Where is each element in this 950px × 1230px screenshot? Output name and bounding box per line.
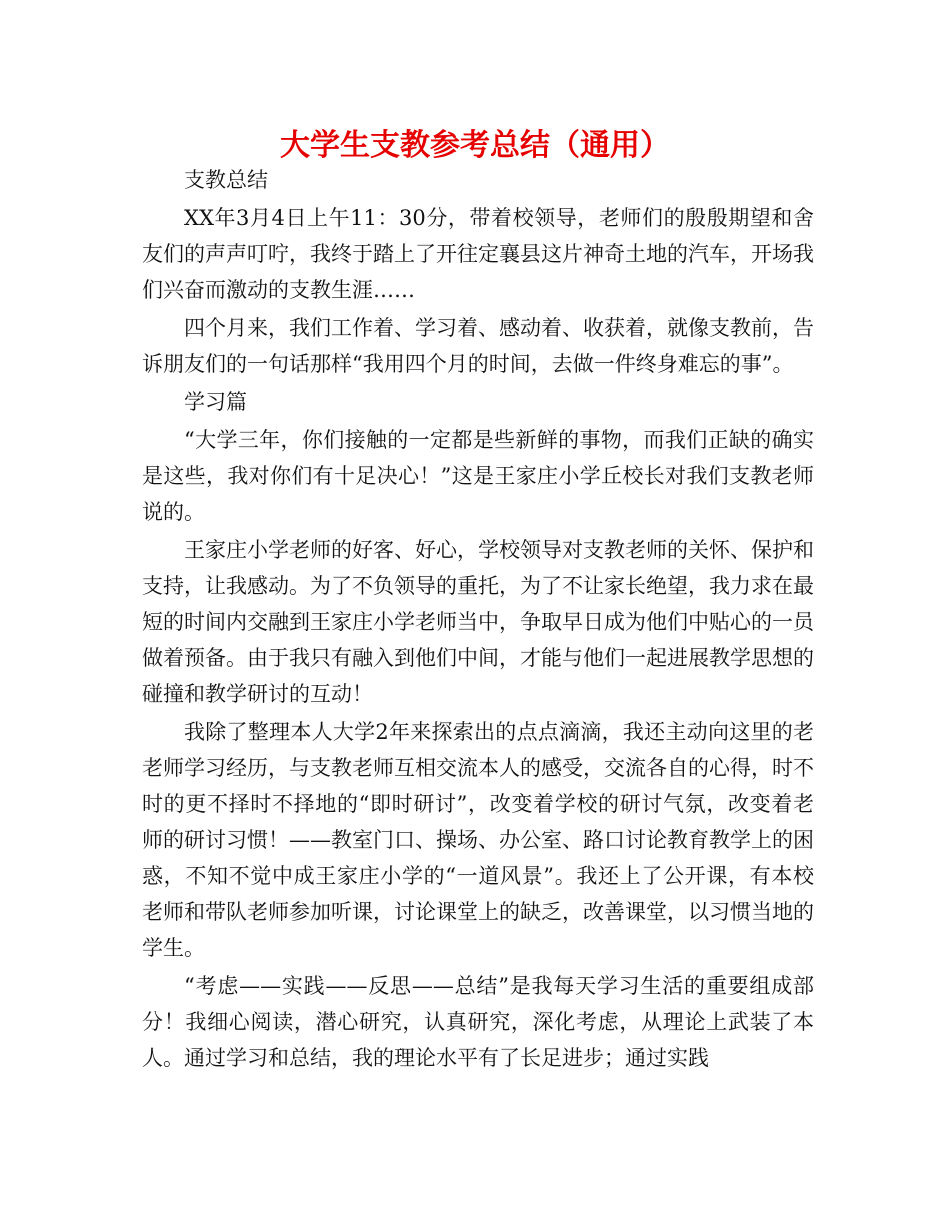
paragraph-study-1: “大学三年，你们接触的一定都是些新鲜的事物，而我们正缺的确实是这些，我对你们有十足决心！”这是王家庄小学丘校长对我们支教老师说的。 (142, 428, 814, 524)
document-body (142, 162, 814, 1078)
paragraph-study-2: 王家庄小学老师的好客、好心，学校领导对支教老师的关怀、保护和支持，让我感动。为了不负领导的重托，为了不让家长绝望，我力求在最短的时间内交融到王家庄小学老师当中，争取早日成为他们中贴心的一员做着预备。由于我只有融入到他们中间，才能与他们一起进展教学思想的碰撞和教学研讨的互动！ (142, 538, 814, 706)
paragraph-intro-2: 四个月来，我们工作着、学习着、感动着、收获着，就像支教前，告诉朋友们的一句话那样“我用四个月的时间，去做一件终身难忘的事”。 (142, 316, 814, 376)
document-title: 大学生支教参考总结（通用） (280, 128, 670, 163)
section-heading-study: 学习篇 (184, 390, 247, 414)
section-heading-summary: 支教总结 (184, 168, 268, 192)
paragraph-intro-1: XX年3月4日上午11：30分，带着校领导，老师们的殷殷期望和舍友们的声声叮咛，我终于踏上了开往定襄县这片神奇土地的汽车，开场我们兴奋而激动的支教生涯…… (142, 206, 814, 302)
paragraph-study-3: 我除了整理本人大学2年来探索出的点点滴滴，我还主动向这里的老老师学习经历，与支教老师互相交流本人的感受，交流各自的心得，时不时的更不择时不择地的“即时研讨”，改变着学校的研讨气氛，改变着老师的研讨习惯！——教室门口、操场、办公室、路口讨论教育教学上的困惑，不知不觉中成王家庄小学的“一道风景”。我还上了公开课，有本校老师和带队老师参加听课，讨论课堂上的缺乏，改善课堂，以习惯当地的学生。 (142, 720, 814, 960)
paragraph-study-4: “考虑——实践——反思——总结”是我每天学习生活的重要组成部分！我细心阅读，潜心研究，认真研究，深化考虑，从理论上武装了本人。通过学习和总结，我的理论水平有了长足进步；通过实践 (142, 974, 814, 1070)
